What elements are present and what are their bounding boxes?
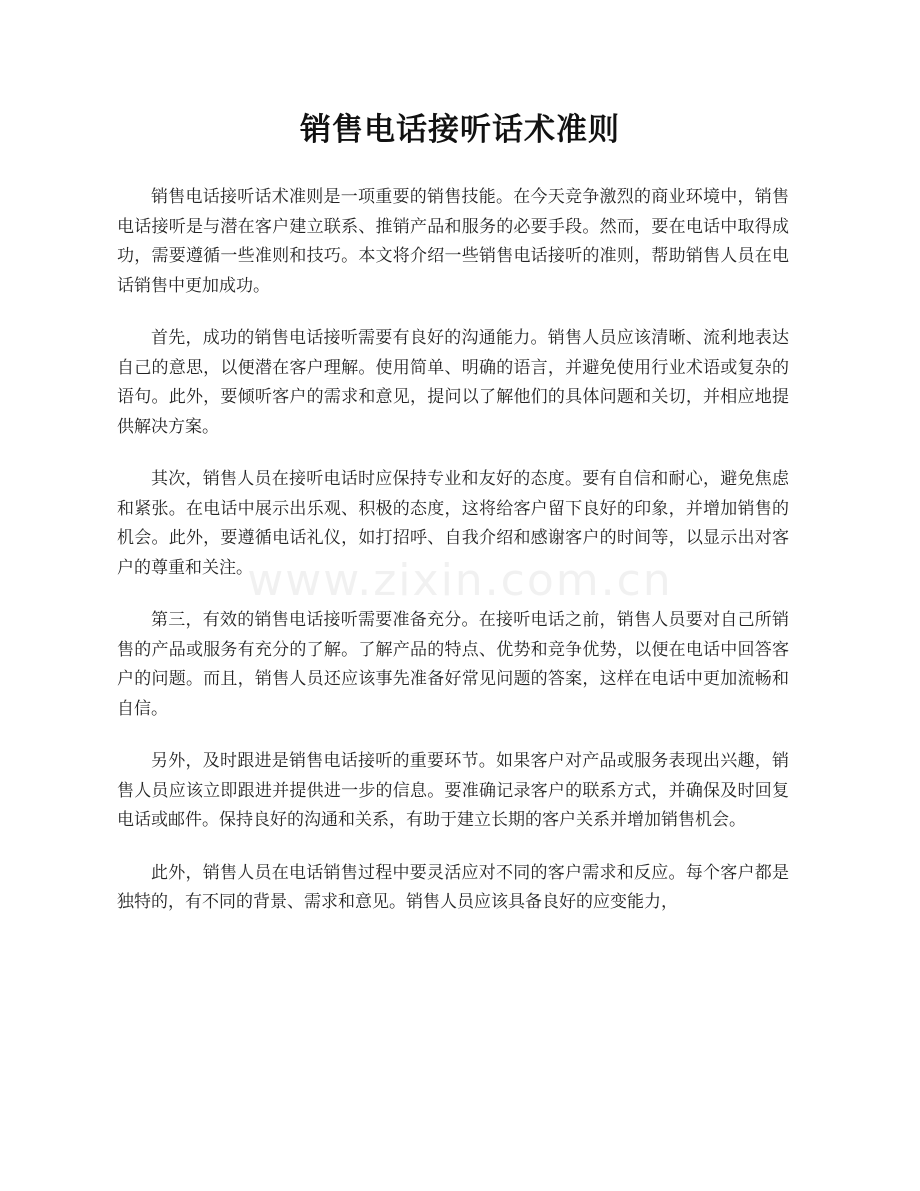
paragraph-flexibility: 此外，销售人员在电话销售过程中要灵活应对不同的客户需求和反应。每个客户都是独特的，有不同的背景、需求和意见。销售人员应该具备良好的应变能力， — [117, 862, 789, 912]
paragraph-follow-up: 另外，及时跟进是销售电话接听的重要环节。如果客户对产品或服务表现出兴趣，销售人员应该立即跟进并提供进一步的信息。要准确记录客户的联系方式，并确保及时回复电话或邮件。保持良好的沟通和关系，有助于建立长期的客户关系并增加销售机会。 — [117, 751, 789, 830]
watermark: www.zixin.com.cn — [247, 555, 673, 606]
paragraph-communication: 首先，成功的销售电话接听需要有良好的沟通能力。销售人员应该清晰、流利地表达自己的意思，以便潜在客户理解。使用简单、明确的语言，并避免使用行业术语或复杂的语句。此外，要倾听客户的需求和意见，提问以了解他们的具体问题和关切，并相应地提供解决方案。 — [117, 328, 789, 437]
paragraph-attitude: 其次，销售人员在接听电话时应保持专业和友好的态度。要有自信和耐心，避免焦虑和紧张。在电话中展示出乐观、积极的态度，这将给客户留下良好的印象，并增加销售的机会。此外，要遵循电话礼仪，如打招呼、自我介绍和感谢客户的时间等，以显示出对客户的尊重和关注。 — [117, 469, 789, 578]
paragraph-preparation: 第三，有效的销售电话接听需要准备充分。在接听电话之前，销售人员要对自己所销售的产品或服务有充分的了解。了解产品的特点、优势和竞争优势，以便在电话中回答客户的问题。而且，销售人员还应该事先准备好常见问题的答案，这样在电话中更加流畅和自信。 — [117, 610, 789, 719]
paragraph-intro: 销售电话接听话术准则是一项重要的销售技能。在今天竞争激烈的商业环境中，销售电话接听是与潜在客户建立联系、推销产品和服务的必要手段。然而，要在电话中取得成功，需要遵循一些准则和技巧。本文将介绍一些销售电话接听的准则，帮助销售人员在电话销售中更加成功。 — [117, 187, 789, 296]
document-body — [117, 183, 789, 941]
document-title: 销售电话接听话术准则 — [300, 112, 620, 148]
